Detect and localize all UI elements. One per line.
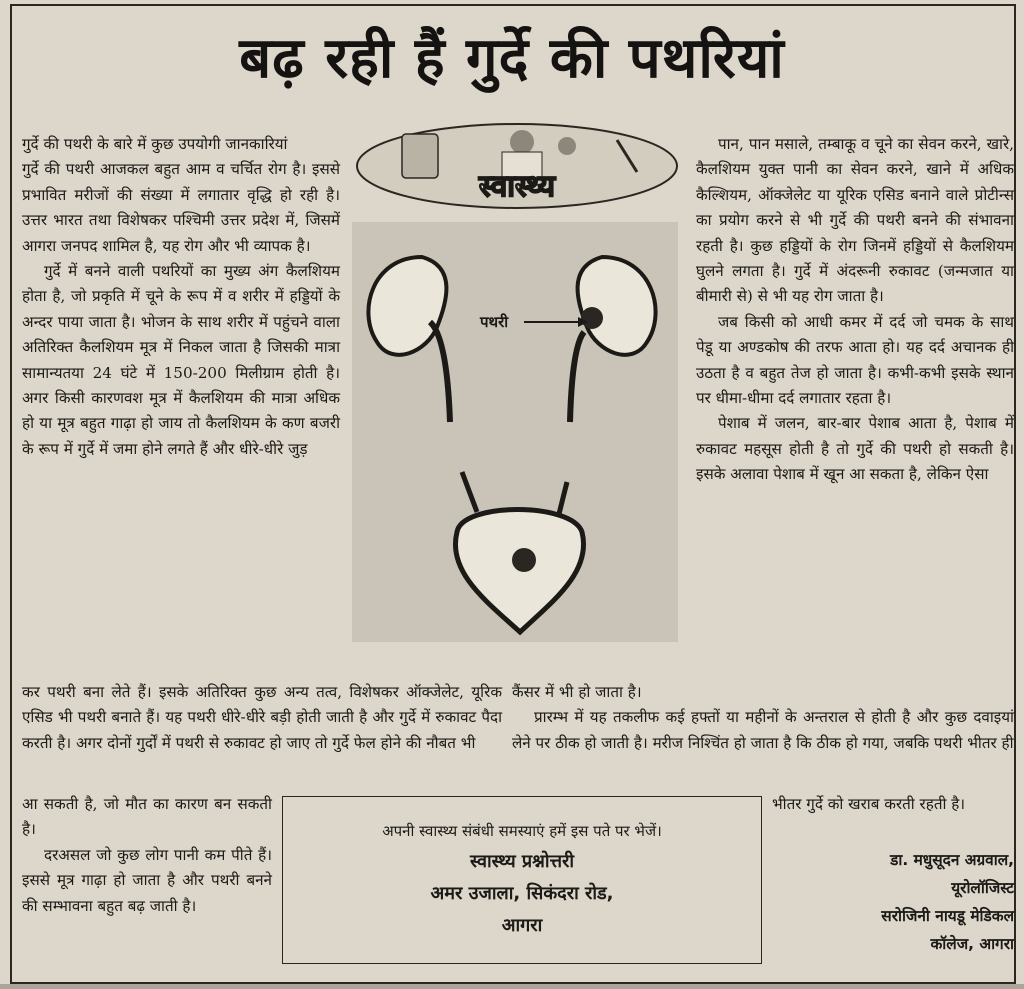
right-kidney — [578, 257, 656, 355]
author-title: यूरोलॉजिस्ट — [951, 879, 1014, 897]
page-bottom-edge — [0, 984, 1024, 989]
author-byline — [772, 846, 1014, 958]
end-column — [772, 792, 1014, 817]
author-college: सरोजिनी नायडू मेडिकल — [881, 907, 1014, 925]
column-left — [22, 132, 340, 462]
left-kidney — [368, 257, 446, 355]
bottom-left-text — [22, 680, 502, 756]
paragraph-cancer: कैंसर में भी हो जाता है। — [512, 683, 642, 701]
query-city: आगरा — [501, 915, 543, 936]
query-instruction: अपनी स्वास्थ्य संबंधी समस्याएं हमें इस पते पर भेजें। — [382, 822, 662, 840]
paragraph-water: दरअसल जो कुछ लोग पानी कम पीते हैं। इससे मूत्र गाढ़ा हो जाता है और पथरी बनने की सम्भावना बहुत बढ़ जाती है। — [22, 845, 272, 915]
query-box — [282, 796, 762, 964]
paragraph-2: गुर्दे में बनने वाली पथरियों का मुख्य अंग कैलशियम होता है, जो प्रकृति में चूने के रूप में व शरीर में हड्डियों के अन्दर पाया जाता है। भोजन के साथ शरीर में पहुंचने वाला अतिरिक्त कैलशियम मूत्र में निकल जाता है जिसकी मात्रा सामान्यतया 24 घंटे में 150-200 मिलीग्राम होती है। अगर किसी कारणवश मूत्र में कैलशियम की मात्रा अधिक हो या मूत्र बहुत गाढ़ा हो जाय तो कैलशियम के कण बजरी के रूप में गुर्दे में जमा होने लगते हैं और धीरे-धीरे जुड़ — [22, 262, 340, 458]
paragraph-continued: कर पथरी बना लेते हैं। इसके अतिरिक्त कुछ अन्य तत्व, विशेषकर ऑक्जेलेट, यूरिक एसिड भी पथरी बनाते हैं। यह पथरी धीरे-धीरे बड़ी होती जाती है और गुर्दे में रुकावट पैदा करती है। अगर दोनों गुर्दों में पथरी से रुकावट हो जाए तो गुर्दे फेल होने की नौबत भी — [22, 683, 502, 752]
author-place: कॉलेज, आगरा — [930, 935, 1014, 953]
logo-text: स्वास्थ्य — [478, 169, 556, 204]
jar-icon — [402, 134, 438, 178]
bottom-right-text — [512, 680, 1014, 756]
paragraph-death: आ सकती है, जो मौत का कारण बन सकती है। — [22, 795, 272, 839]
query-column-name: स्वास्थ्य प्रश्नोत्तरी — [469, 851, 575, 872]
right-ureter — [570, 332, 584, 422]
kidney-illustration — [352, 222, 678, 642]
bottom-left-narrow — [22, 792, 272, 919]
paragraph-r2: जब किसी को आधी कमर में दर्द जो चमक के साथ पेडू या अण्डकोष की तरफ आता हो। यह दर्द अचानक ही उठता है व बहुत तेज हो जाता है। कभी-कभी इसके स्थान पर धीमा-धीमा दर्द लगातार रहता है। — [696, 312, 1014, 408]
author-name: डा. मधुसूदन अग्रवाल, — [890, 851, 1014, 869]
query-address: अमर उजाला, सिकंदरा रोड, — [430, 883, 614, 904]
paragraph-onset: प्रारम्भ में यह तकलीफ कई हफ्तों या महीनों के अन्तराल से होती है और कुछ दवाइयां लेने पर ठीक हो जाती है। मरीज निश्चिंत हो जाता है कि ठीक हो गया, जबकि पथरी भीतर ही — [512, 708, 1014, 752]
figure-label: पथरी — [480, 313, 509, 331]
paragraph-r3: पेशाब में जलन, बार-बार पेशाब आता है, पेशाब में रुकावट महसूस होती है तो गुर्दे की पथरी हो सकती है। इसके अलावा पेशाब में खून आ सकता है, लेकिन ऐसा — [696, 414, 1014, 484]
health-section-logo — [352, 120, 682, 212]
intro-heading: गुर्दे की पथरी के बारे में कुछ उपयोगी जानकारियां — [22, 135, 288, 153]
doctor-icon — [510, 130, 534, 154]
paragraph-1: गुर्दे की पथरी आजकल बहुत आम व चर्चित रोग है। इससे प्रभावित मरीजों की संख्या में लगातार वृद्धि हो रही है। उत्तर भारत तथा विशेषकर पश्चिमी उत्तर प्रदेश में, जिसमें आगरा जनपद शामिल है, यह रोग और भी व्यापक है। — [22, 160, 340, 255]
paragraph-r1: पान, पान मसाले, तम्बाकू व चूने का सेवन करने, खारे, कैलशियम युक्त पानी का सेवन करने, खाने में अधिक कैल्शियम, ऑक्जेलेट या यूरिक एसिड बनाने वाले प्रोटीन्स का प्रयोग करने से भी गुर्दे की पथरी बनने की संभावना रहती है। कुछ हड्डियों के रोग जिनमें हड्डियों से कैलशियम घुलने लगता है। गुर्दे में अंदरूनी रुकावट (जन्मजात या बीमारी से) से भी यह रोग जाता है। — [696, 135, 1014, 306]
bladder-stone — [512, 548, 536, 572]
kidney-stone — [581, 307, 603, 329]
column-right — [696, 132, 1014, 488]
headline: बढ़ रही हैं गुर्दे की पथरियां — [239, 26, 785, 91]
paragraph-end: भीतर गुर्दे को खराब करती रहती है। — [772, 795, 966, 813]
